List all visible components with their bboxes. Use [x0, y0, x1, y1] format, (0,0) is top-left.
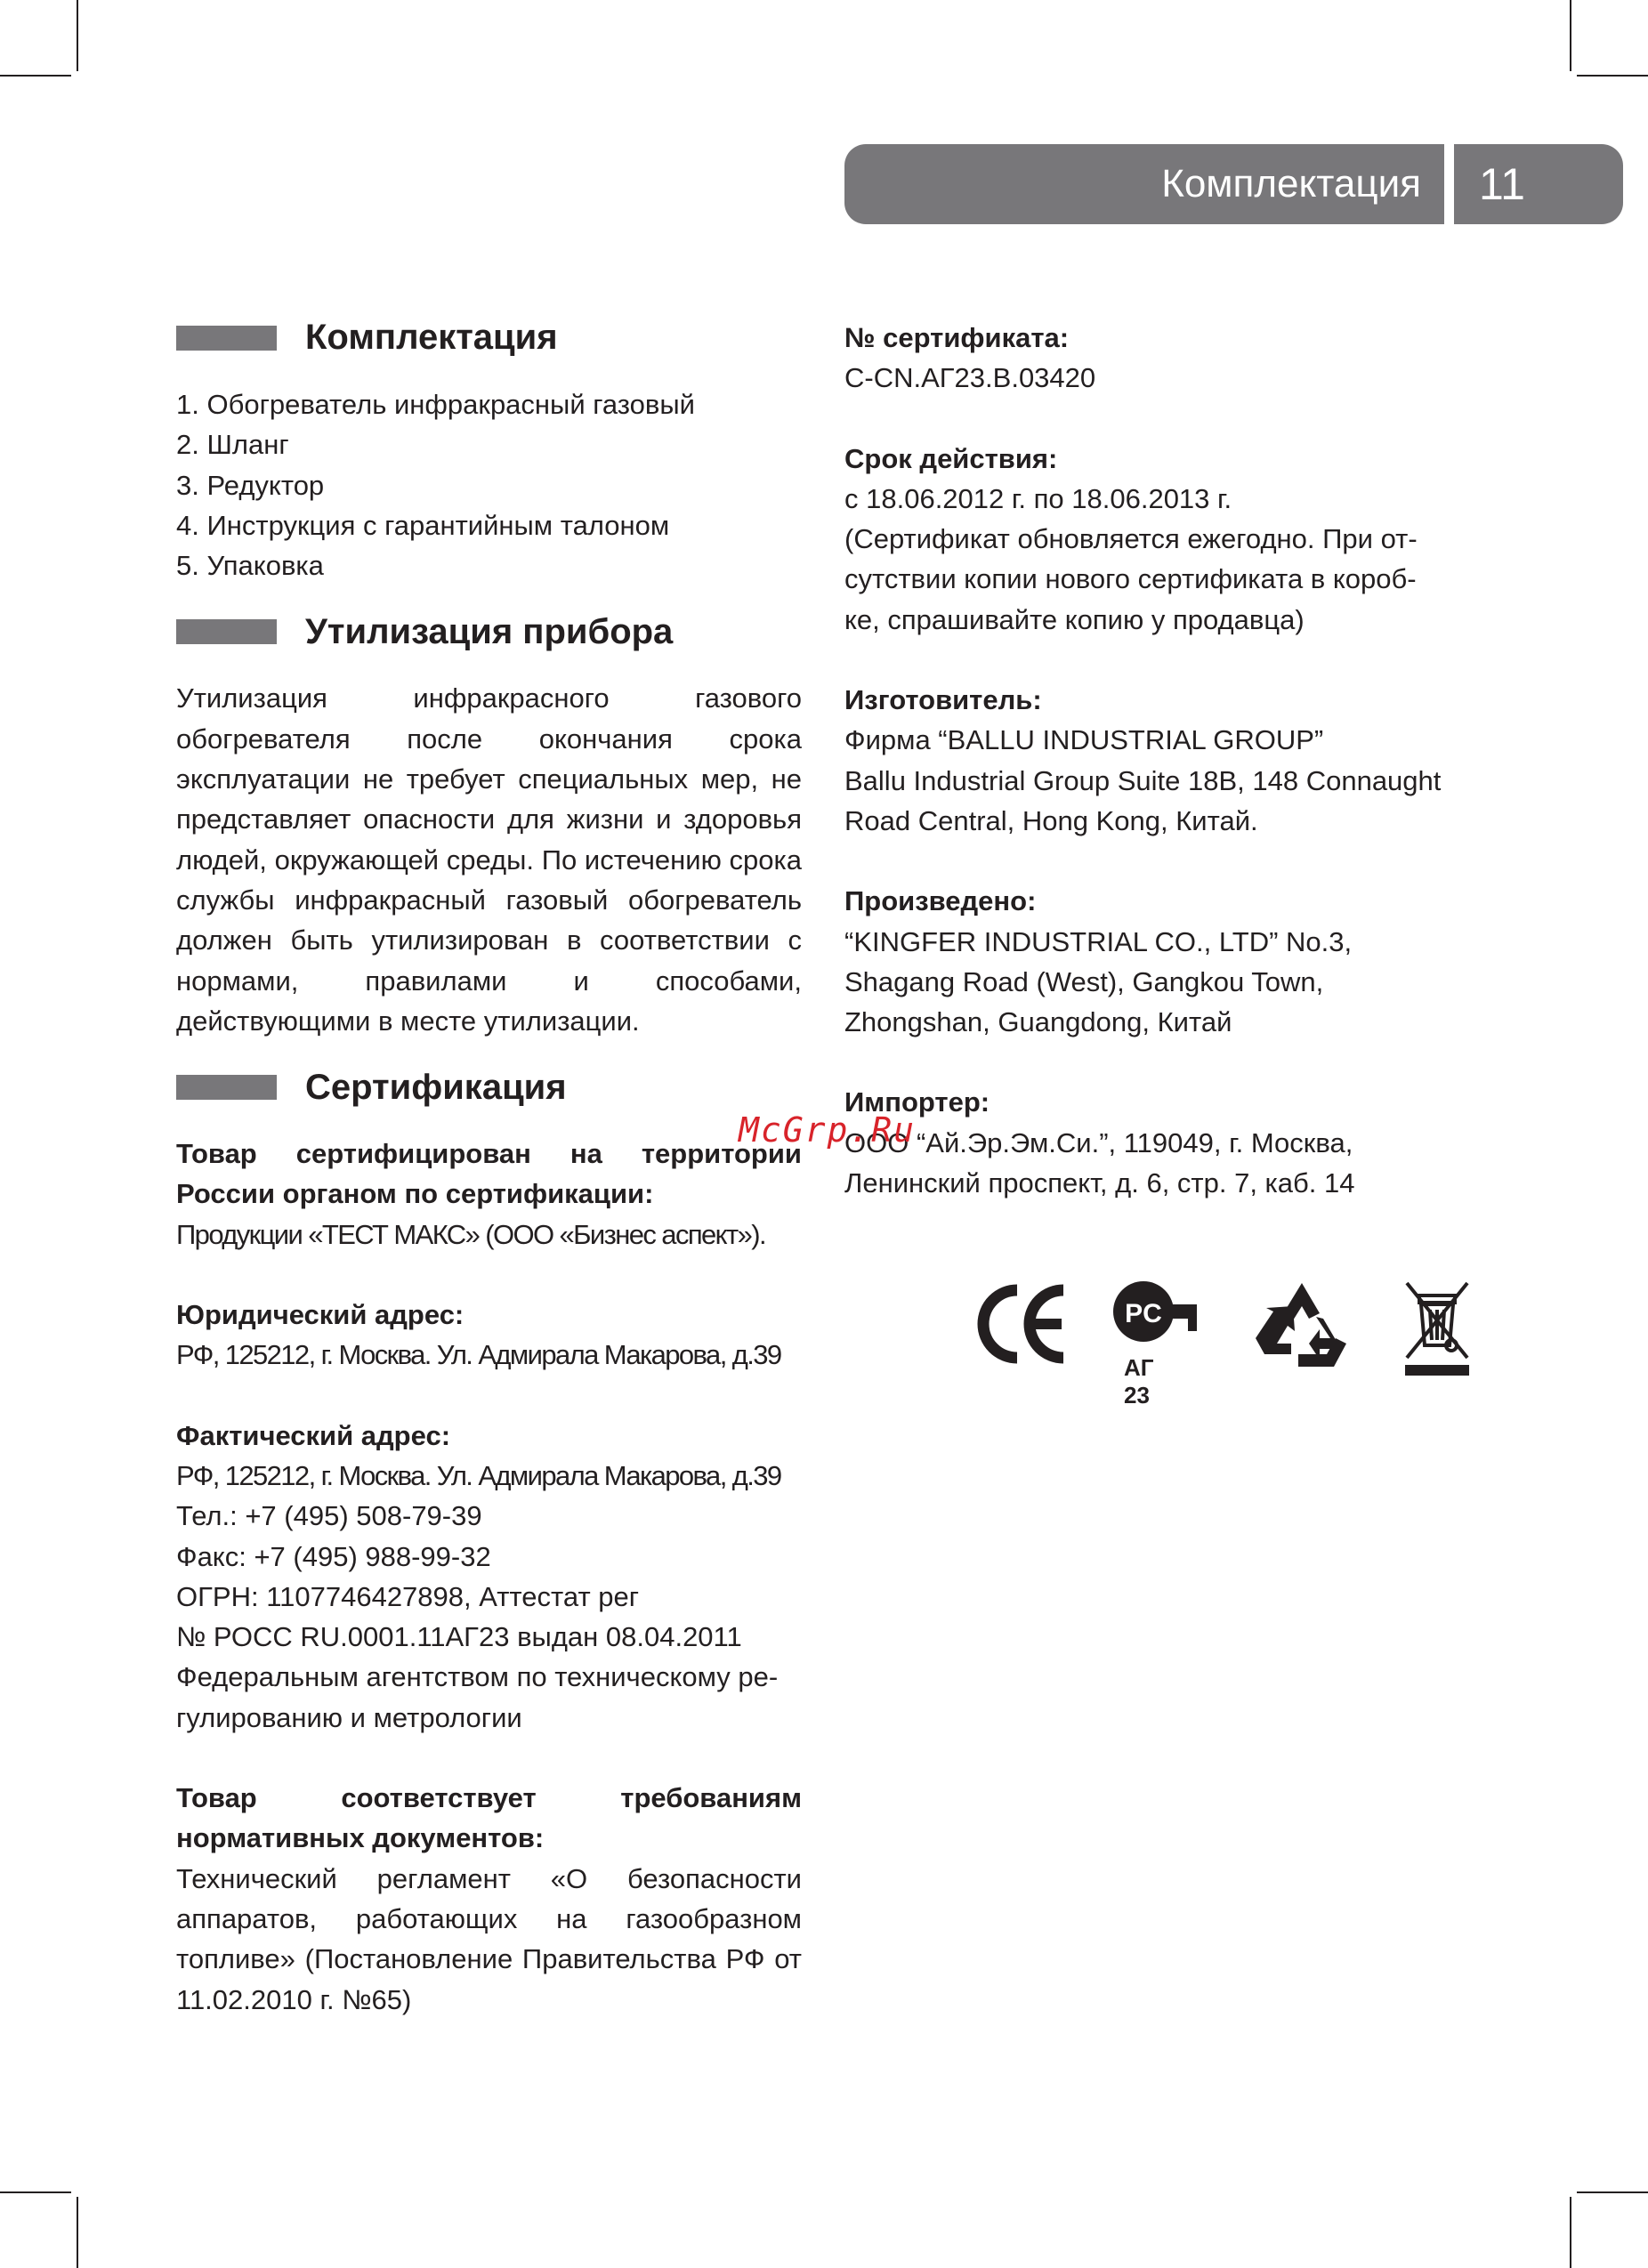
- manufacturer-label: Изготовитель:: [844, 684, 1042, 716]
- validity-label: Срок действия:: [844, 442, 1058, 474]
- issuer-line: Федеральным агентством по техническому ре-: [176, 1661, 779, 1693]
- disposal-title: Утилизация прибора: [305, 611, 674, 651]
- manufacturer-line: Фирма “BALLU INDUSTRIAL GROUP”: [844, 724, 1324, 756]
- actual-address-label: Фактический адрес:: [176, 1419, 451, 1451]
- svg-text:PC: PC: [1125, 1299, 1162, 1328]
- kit-list: [176, 384, 802, 585]
- issuer-line: гулированию и метрологии: [176, 1701, 522, 1733]
- watermark: McGrp.Ru: [739, 1110, 917, 1150]
- list-item: 2. Шланг: [176, 429, 289, 461]
- conformity-heading: Товар соответствует требованиям нормативных документов:: [176, 1782, 802, 1854]
- crop-mark: [0, 75, 71, 77]
- validity-note: (Сертификат обновляется ежегодно. При от-: [844, 523, 1418, 555]
- section-bar: [176, 326, 277, 351]
- list-item: 4. Инструкция с гарантийным талоном: [176, 509, 670, 541]
- validity: с 18.06.2012 г. по 18.06.2013 г.: [844, 482, 1232, 514]
- importer-label: Импортер:: [844, 1086, 990, 1118]
- actual-address: РФ, 125212, г. Москва. Ул. Адмирала Макарова, д.39: [176, 1459, 781, 1491]
- importer-line: Ленинский проспект, д. 6, стр. 7, каб. 14: [844, 1167, 1355, 1199]
- page-number: 11: [1454, 144, 1623, 224]
- produced-line: Zhongshan, Guangdong, Китай: [844, 1006, 1232, 1038]
- section-bar: [176, 619, 277, 644]
- cert-number: C-CN.АГ23.В.03420: [844, 362, 1096, 394]
- left-column: [176, 311, 802, 2020]
- crop-mark: [0, 2191, 71, 2193]
- list-item: 3. Редуктор: [176, 469, 325, 501]
- certified-heading: Товар сертифицирован на территории России органом по сертификации:: [176, 1138, 802, 1210]
- phone: Тел.: +7 (495) 508-79-39: [176, 1500, 482, 1532]
- crop-mark: [1577, 75, 1648, 77]
- cert-number-label: № сертификата:: [844, 322, 1070, 353]
- crop-mark: [77, 0, 78, 71]
- validity-note: ке, спрашивайте копию у продавца): [844, 603, 1305, 635]
- ogrn: ОГРН: 1107746427898, Аттестат рег: [176, 1580, 640, 1612]
- legal-address: РФ, 125212, г. Москва. Ул. Адмирала Макарова, д.39: [176, 1339, 781, 1371]
- crop-mark: [77, 2197, 78, 2268]
- produced-line: “KINGFER INDUSTRIAL CO., LTD” No.3,: [844, 925, 1353, 957]
- manufacturer-line: Road Central, Hong Kong, Китай.: [844, 804, 1258, 836]
- recycle-icon: [1252, 1279, 1352, 1372]
- conformity-body: Технический регламент «О безопасности аппаратов, работающих на газообразном топливе» (Постановление Правительства РФ от 11.02.2010 г. №65): [176, 1862, 802, 2015]
- pct-code: АГ 23: [1124, 1354, 1154, 1408]
- pct-mark-icon: [1110, 1279, 1202, 1344]
- validity-note: сутствии копии нового сертификата в короб-: [844, 563, 1417, 595]
- manufacturer-line: Ballu Industrial Group Suite 18B, 148 Connaught: [844, 764, 1442, 796]
- produced-label: Произведено:: [844, 885, 1037, 917]
- disposal-text: Утилизация инфракрасного газового обогревателя после окончания срока эксплуатации не требует специальных мер, не представляет опасности для жизни и здоровья людей, окружающей среды. По истечению срока службы инфракрасный газовый обогреватель должен быть утилизирован в соответствии с нормами, правилами и способами, действующими в месте утилизации.: [176, 682, 802, 1037]
- kit-title: Комплектация: [305, 318, 558, 358]
- ce-mark-icon: [974, 1279, 1072, 1368]
- crop-mark: [1570, 2197, 1571, 2268]
- importer-line: ООО “Ай.Эр.Эм.Си.”, 119049, г. Москва,: [844, 1126, 1353, 1158]
- legal-address-label: Юридический адрес:: [176, 1299, 465, 1331]
- disposal-section-heading: [176, 605, 802, 658]
- certification-title: Сертификация: [305, 1067, 567, 1107]
- attestat: № РОСС RU.0001.11АГ23 выдан 08.04.2011: [176, 1621, 742, 1653]
- header-section-label: Комплектация: [844, 144, 1444, 224]
- list-item: 1. Обогреватель инфракрасный газовый: [176, 389, 695, 420]
- crop-mark: [1577, 2191, 1648, 2193]
- crop-mark: [1570, 0, 1571, 71]
- list-item: 5. Упаковка: [176, 550, 324, 582]
- right-column: [844, 318, 1521, 1203]
- certification-section-heading: [176, 1061, 802, 1114]
- certified-body: Продукции «ТЕСТ МАКС» (ООО «Бизнес аспект»).: [176, 1218, 765, 1250]
- crossed-bin-icon: [1403, 1279, 1471, 1379]
- produced-line: Shagang Road (West), Gangkou Town,: [844, 965, 1324, 997]
- fax: Факс: +7 (495) 988-99-32: [176, 1540, 491, 1572]
- kit-section-heading: [176, 311, 802, 365]
- section-bar: [176, 1075, 277, 1100]
